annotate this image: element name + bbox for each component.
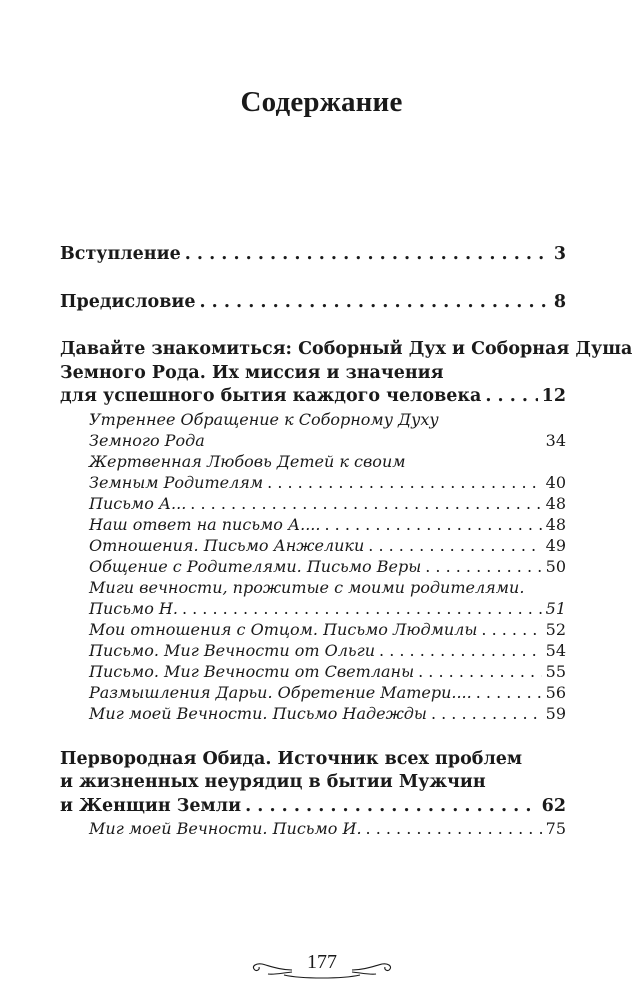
toc-page-number: 40: [545, 472, 566, 492]
toc-sub-entry[interactable]: [60, 661, 566, 682]
dot-leader: [425, 556, 541, 577]
toc-entry-label: для успешного бытия каждого человека: [60, 386, 482, 406]
dot-leader: [418, 661, 542, 682]
toc-page-number: 34: [545, 430, 566, 450]
table-of-contents: [60, 243, 633, 839]
toc-page-number: 8: [553, 291, 566, 312]
page-footer: [0, 942, 643, 982]
dot-leader: [324, 514, 541, 535]
dot-leader: [185, 243, 550, 267]
ornament-flourish-left-icon: [253, 964, 292, 974]
ornament-page-number: [222, 942, 422, 982]
toc-entry-line: Миги вечности, прожитые с моими родителями.: [89, 577, 525, 597]
ornament-underline: [284, 975, 360, 978]
toc-sub-entry[interactable]: [60, 682, 566, 703]
toc-entry-line: Давайте знакомиться: Соборный Дух и Соборная Душа: [60, 339, 633, 359]
toc-page-number: 51: [545, 598, 566, 618]
toc-entry-label: Земного Рода: [89, 430, 205, 450]
toc-entry-label: Письмо. Миг Вечности от Ольги: [89, 640, 376, 660]
toc-sub-entry[interactable]: [60, 640, 566, 661]
toc-entry-label: Письмо. Миг Вечности от Светланы: [89, 661, 415, 681]
toc-page-number: 75: [545, 819, 566, 838]
toc-sub-entry[interactable]: [60, 514, 566, 535]
ornament-flourish-right-icon: [352, 964, 391, 974]
dot-leader: [190, 493, 541, 514]
toc-page-number: 59: [545, 703, 566, 723]
page-number: 177: [306, 951, 337, 973]
dot-leader: [182, 598, 542, 619]
dot-leader: [368, 535, 541, 556]
dot-leader: [366, 818, 542, 839]
toc-page-number: 54: [545, 640, 566, 660]
toc-entry-label: Мои отношения с Отцом. Письмо Людмилы: [89, 619, 478, 639]
toc-entry-preface[interactable]: [60, 291, 566, 315]
toc-page-number: 12: [541, 386, 566, 406]
toc-entry-label: Вступление: [60, 244, 181, 264]
toc-page-number: 48: [545, 514, 566, 534]
toc-page-number: 3: [553, 244, 566, 264]
dot-leader: [245, 795, 538, 819]
toc-entry-label: Миг моей Вечности. Письмо Надежды: [89, 703, 427, 723]
toc-entry-label: Предисловие: [60, 291, 196, 312]
toc-page-number: 52: [545, 619, 566, 639]
toc-page-number: 55: [545, 661, 566, 681]
toc-entry-label: Размышления Дарьи. Обретение Матери....: [89, 682, 472, 702]
dot-leader: [199, 291, 549, 315]
dot-leader: [481, 619, 541, 640]
toc-sub-entry[interactable]: [60, 619, 566, 640]
toc-entry-line: Первородная Обида. Источник всех проблем: [60, 748, 523, 769]
toc-page-number: 50: [545, 556, 566, 576]
toc-entry-line: и жизненных неурядиц в бытии Мужчин: [60, 772, 486, 792]
toc-sub-entry[interactable]: [60, 409, 566, 451]
dot-leader: [485, 385, 537, 409]
toc-sub-entry[interactable]: [60, 535, 566, 556]
toc-page-number: 62: [541, 795, 566, 816]
toc-sub-entry[interactable]: [60, 818, 566, 839]
toc-page-number: 48: [545, 493, 566, 513]
toc-page-number: 56: [545, 682, 566, 702]
toc-entry-label: Земным Родителям: [89, 472, 264, 492]
dot-leader: [431, 703, 542, 724]
toc-sub-entry[interactable]: [60, 577, 566, 619]
toc-sub-entry[interactable]: [60, 703, 566, 724]
toc-entry-label: Отношения. Письмо Анжелики: [89, 535, 365, 555]
toc-entry-line: Утреннее Обращение к Соборному Духу: [89, 409, 439, 429]
dot-leader: [267, 472, 541, 493]
toc-entry-chapter-2[interactable]: [60, 748, 566, 819]
toc-entry-line: Земного Рода. Их миссия и значения: [60, 362, 444, 383]
toc-page-number: 49: [545, 535, 566, 555]
dot-leader: [476, 682, 542, 703]
dot-leader: [379, 640, 542, 661]
toc-entry-label: Наш ответ на письмо А....: [89, 514, 321, 534]
toc-entry-label: Миг моей Вечности. Письмо И.: [89, 819, 362, 838]
toc-sub-entry[interactable]: [60, 493, 566, 514]
toc-entry-label: Общение с Родителями. Письмо Веры: [89, 556, 422, 576]
toc-sub-entry[interactable]: [60, 556, 566, 577]
page-title: Содержание: [240, 86, 403, 118]
toc-entry-line: Жертвенная Любовь Детей к своим: [89, 451, 406, 471]
toc-entry-label: Письмо А...: [89, 493, 187, 513]
toc-entry-chapter-1[interactable]: [60, 338, 633, 409]
toc-entry-label: Письмо Н.: [89, 598, 178, 618]
toc-entry-label: и Женщин Земли: [60, 795, 242, 816]
toc-sub-entry[interactable]: [60, 451, 566, 493]
toc-entry-introduction[interactable]: [60, 243, 566, 267]
